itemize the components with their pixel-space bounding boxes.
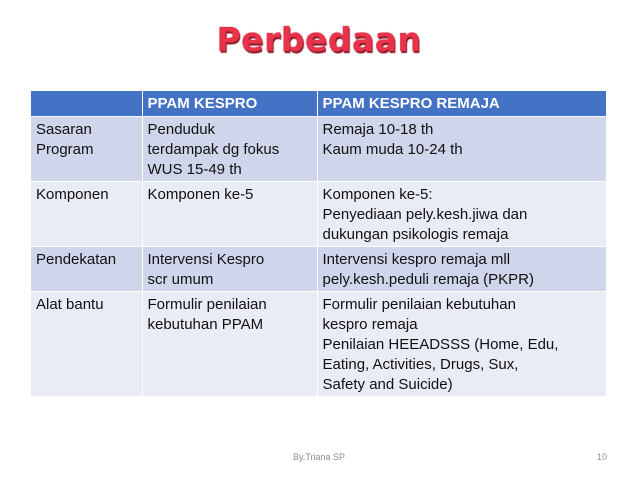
row-label: Sasaran Program bbox=[31, 117, 142, 182]
header-ppam-kespro: PPAM KESPRO bbox=[142, 91, 317, 117]
cell-ppam-kespro-remaja: Formulir penilaian kebutuhan kespro remaja Penilaian HEEADSSS (Home, Edu, Eating, Activities, Drugs, Sux, Safety and Suicide) bbox=[317, 292, 606, 397]
row-label: Pendekatan bbox=[31, 247, 142, 292]
cell-ppam-kespro-remaja: Intervensi kespro remaja mll pely.kesh.peduli remaja (PKPR) bbox=[317, 247, 606, 292]
cell-ppam-kespro: Formulir penilaian kebutuhan PPAM bbox=[142, 292, 317, 397]
header-corner bbox=[31, 91, 142, 117]
cell-ppam-kespro-remaja: Komponen ke-5: Penyediaan pely.kesh.jiwa dan dukungan psikologis remaja bbox=[317, 182, 606, 247]
footer-author: By.Triana SP bbox=[292, 452, 346, 462]
slide-title: Perbedaan bbox=[216, 20, 422, 59]
table-row bbox=[31, 292, 606, 397]
page-number: 10 bbox=[596, 452, 607, 462]
header-ppam-kespro-remaja: PPAM KESPRO REMAJA bbox=[317, 91, 606, 117]
row-label: Alat bantu bbox=[31, 292, 142, 397]
cell-ppam-kespro: Intervensi Kespro scr umum bbox=[142, 247, 317, 292]
row-label: Komponen bbox=[31, 182, 142, 247]
comparison-table bbox=[31, 91, 607, 397]
cell-ppam-kespro: Komponen ke-5 bbox=[142, 182, 317, 247]
table-row bbox=[31, 117, 606, 182]
cell-ppam-kespro-remaja: Remaja 10-18 th Kaum muda 10-24 th bbox=[317, 117, 606, 182]
cell-ppam-kespro: Penduduk terdampak dg fokus WUS 15-49 th bbox=[142, 117, 317, 182]
table-row bbox=[31, 247, 606, 292]
table-row bbox=[31, 182, 606, 247]
table-header-row bbox=[31, 91, 606, 117]
